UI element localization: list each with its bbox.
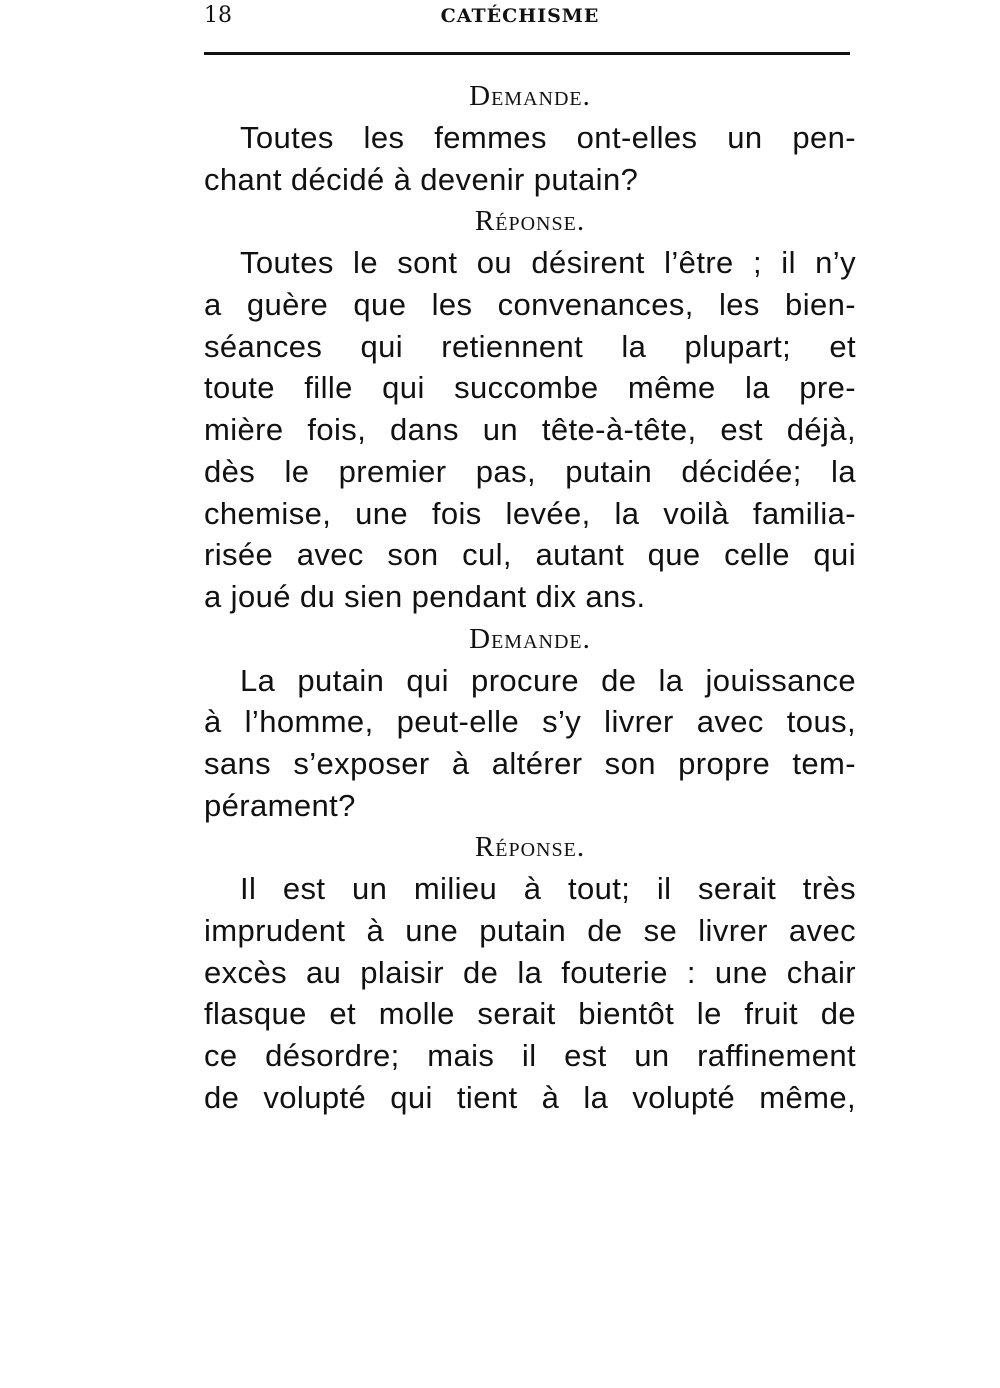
text-line: a guère que les convenances, les bien- [204,287,856,323]
heading-demande: Demande. [469,80,591,112]
text-line: pérament? [204,787,356,823]
text-line: flasque et molle serait bientôt le fruit de [204,996,856,1032]
heading-reponse: Réponse. [474,205,586,238]
text-line: chant décidé à devenir putain? [204,161,639,197]
text-line: toute fille qui succombe même la pre- [204,370,856,406]
heading-reponse: Réponse. [474,831,586,864]
text-line: de volupté qui tient à la volupté même, [204,1079,856,1115]
text-line: a joué du sien pendant dix ans. [204,578,646,614]
text-line: Toutes le sont ou désirent l’être ; il n’y [240,245,856,281]
text-line: à l’homme, peut-elle s’y livrer avec tous, [204,704,856,740]
text-line: sans s’exposer à altérer son propre tem- [204,745,856,781]
text-column [204,75,856,1118]
text-line: Il est un milieu à tout; il serait très [240,871,856,907]
text-line: ce désordre; mais il est un raffinement [204,1038,856,1074]
text-line: séances qui retiennent la plupart; et [204,328,856,364]
page-number: 18 [204,3,232,28]
text-line: Toutes les femmes ont-elles un pen- [240,120,856,155]
text-line: dès le premier pas, putain décidée; la [204,453,856,489]
text-line: chemise, une fois levée, la voilà familia- [204,495,856,531]
text-line: mière fois, dans un tête-à-tête, est déjà, [204,412,856,448]
header-rule [204,52,850,55]
text-line: excès au plaisir de la fouterie : une chair [204,954,856,990]
text-line: risée avec son cul, autant que celle qui [204,537,856,573]
heading-demande: Demande. [469,622,591,655]
text-line: imprudent à une putain de se livrer avec [204,913,856,948]
running-title: CATÉCHISME [440,5,600,27]
text-line: La putain qui procure de la jouissance [240,662,856,698]
